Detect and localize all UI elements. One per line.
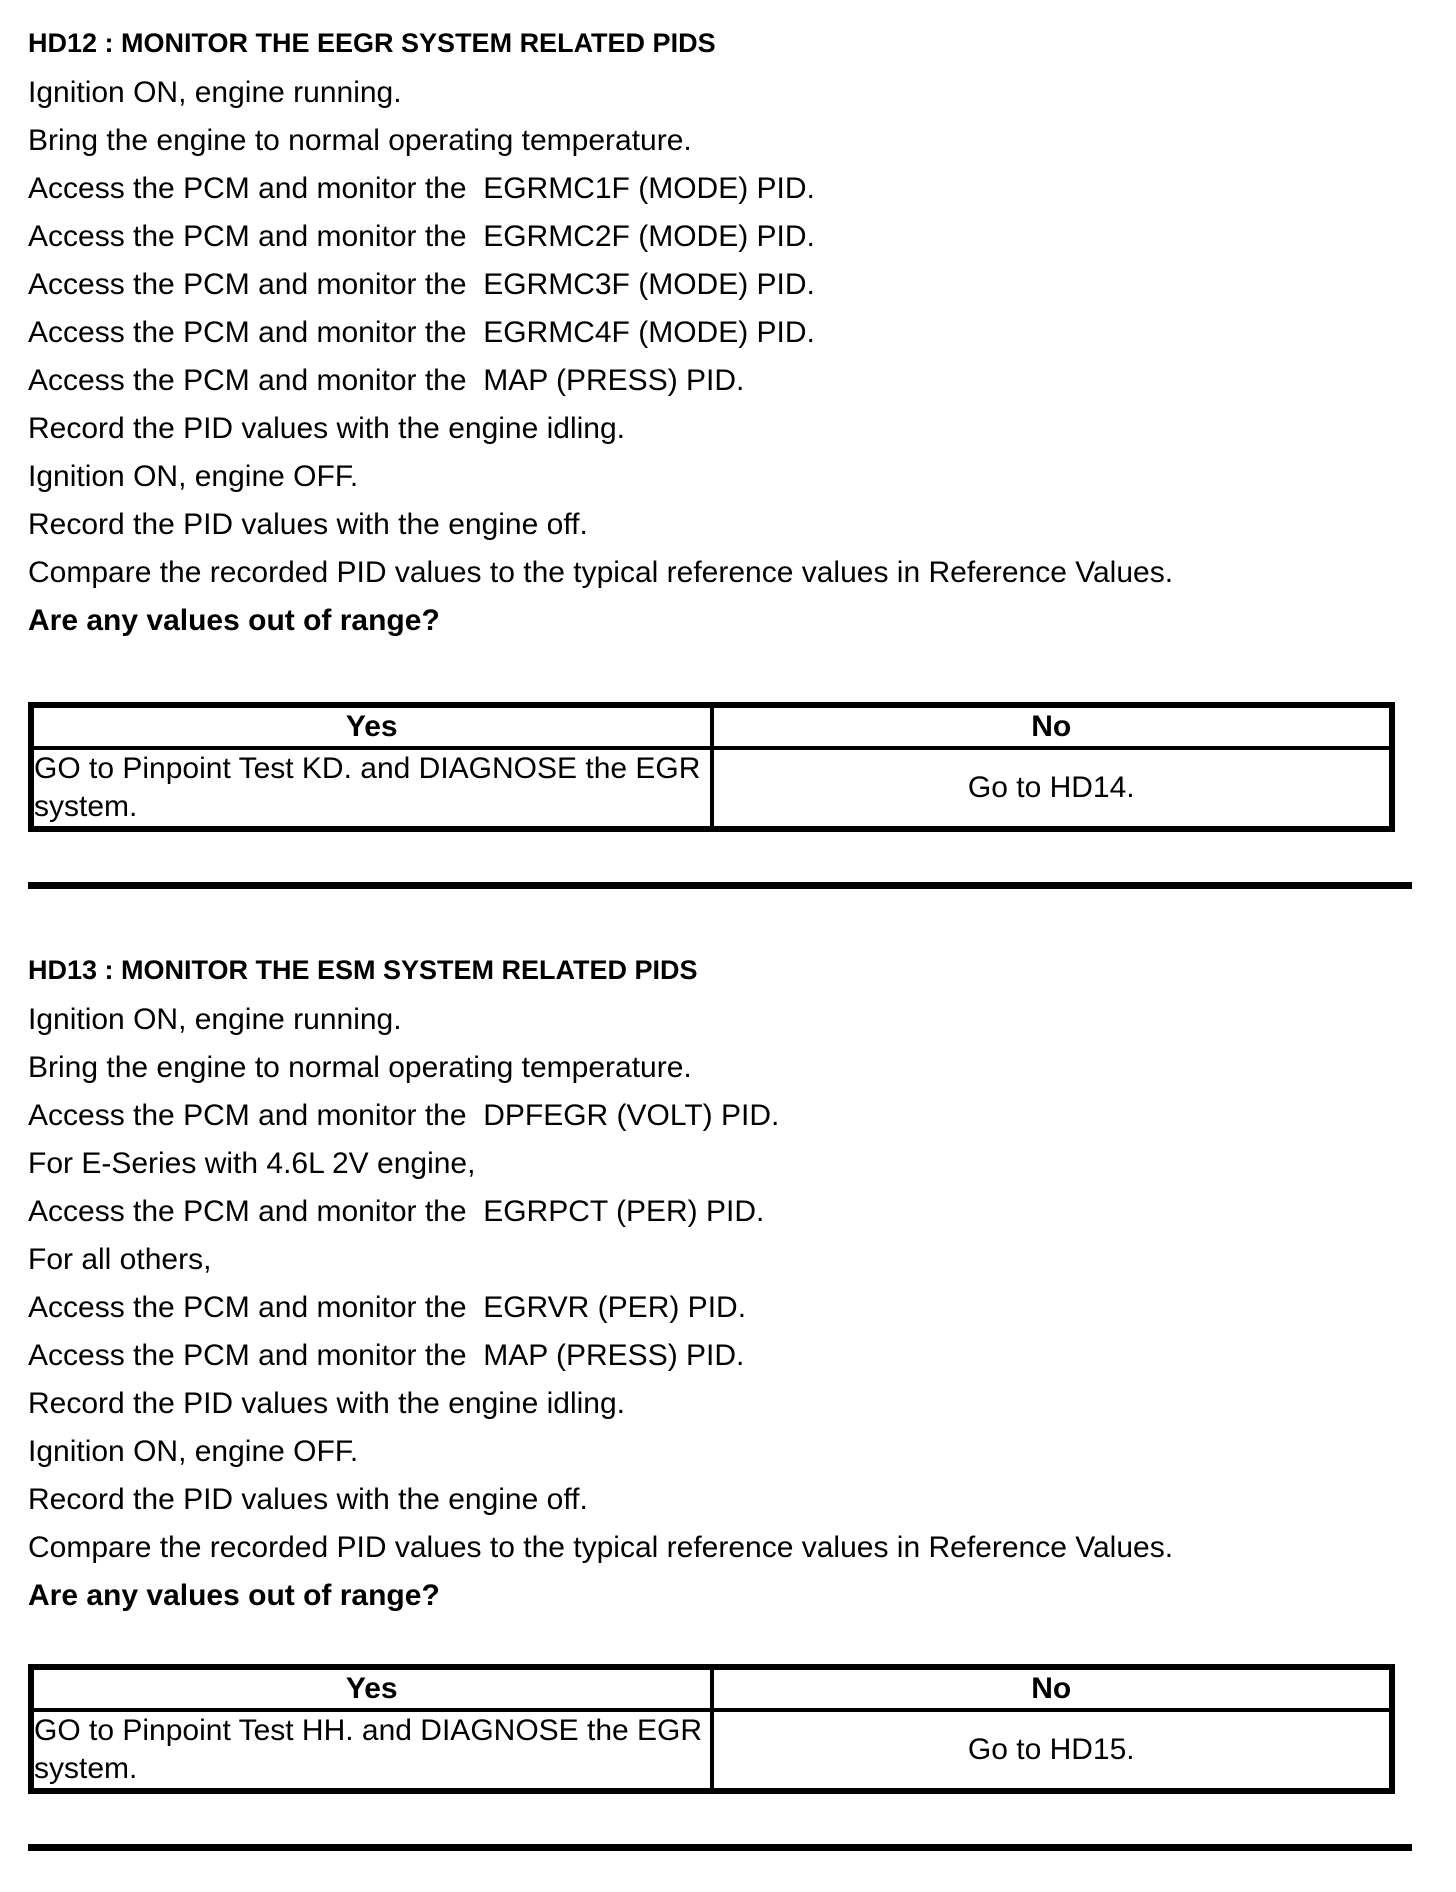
- step-line: Access the PCM and monitor the EGRMC4F (MODE) PID.: [28, 316, 815, 349]
- step-line: Ignition ON, engine running.: [28, 1003, 402, 1036]
- section-hd13-heading: HD13 : MONITOR THE ESM SYSTEM RELATED PIDS: [28, 955, 698, 985]
- no-column-header: No: [712, 1667, 1393, 1710]
- table-header-row: [31, 1667, 1392, 1710]
- step-line: Access the PCM and monitor the DPFEGR (VOLT) PID.: [28, 1099, 780, 1132]
- yes-action-cell: GO to Pinpoint Test KD. and DIAGNOSE the EGR system.: [31, 748, 712, 829]
- no-column-header: No: [712, 705, 1393, 748]
- step-line: Bring the engine to normal operating temperature.: [28, 1051, 692, 1084]
- step-line: Access the PCM and monitor the EGRVR (PER) PID.: [28, 1291, 747, 1324]
- step-line: Ignition ON, engine OFF.: [28, 1435, 359, 1468]
- yes-action-cell: GO to Pinpoint Test HH. and DIAGNOSE the EGR system.: [31, 1710, 712, 1791]
- step-line: Record the PID values with the engine off.: [28, 1483, 588, 1516]
- section-hd12-steps: [28, 69, 1456, 597]
- section-divider: [28, 882, 1412, 889]
- table-action-row: [31, 748, 1392, 829]
- step-line: Access the PCM and monitor the EGRMC3F (MODE) PID.: [28, 268, 815, 301]
- section-hd12-heading: HD12 : MONITOR THE EEGR SYSTEM RELATED PIDS: [28, 28, 716, 58]
- step-line: Ignition ON, engine running.: [28, 76, 402, 109]
- no-action-cell: Go to HD15.: [712, 1710, 1393, 1791]
- step-line: Record the PID values with the engine off.: [28, 508, 588, 541]
- decision-question: Are any values out of range?: [28, 1579, 440, 1612]
- section-hd13: [28, 957, 1456, 1851]
- step-line: Access the PCM and monitor the MAP (PRESS) PID.: [28, 1339, 745, 1372]
- section-hd13-steps: [28, 996, 1456, 1572]
- step-line: For E-Series with 4.6L 2V engine,: [28, 1147, 476, 1180]
- decision-table-hd12: [28, 702, 1395, 832]
- step-line: Ignition ON, engine OFF.: [28, 460, 359, 493]
- step-line: Access the PCM and monitor the EGRMC2F (MODE) PID.: [28, 220, 815, 253]
- decision-table-hd13: [28, 1664, 1395, 1794]
- step-line: Access the PCM and monitor the EGRMC1F (MODE) PID.: [28, 172, 815, 205]
- step-line: Bring the engine to normal operating temperature.: [28, 124, 692, 157]
- step-line: For all others,: [28, 1243, 212, 1276]
- yes-column-header: Yes: [31, 1667, 712, 1710]
- no-action-cell: Go to HD14.: [712, 748, 1393, 829]
- section-hd12: [28, 30, 1456, 889]
- yes-column-header: Yes: [31, 705, 712, 748]
- step-line: Record the PID values with the engine idling.: [28, 412, 626, 445]
- step-line: Compare the recorded PID values to the typical reference values in Reference Values.: [28, 1531, 1174, 1564]
- table-header-row: [31, 705, 1392, 748]
- step-line: Access the PCM and monitor the MAP (PRESS) PID.: [28, 364, 745, 397]
- table-action-row: [31, 1710, 1392, 1791]
- section-divider: [28, 1844, 1412, 1851]
- decision-question: Are any values out of range?: [28, 604, 440, 637]
- step-line: Record the PID values with the engine idling.: [28, 1387, 626, 1420]
- step-line: Access the PCM and monitor the EGRPCT (PER) PID.: [28, 1195, 765, 1228]
- step-line: Compare the recorded PID values to the typical reference values in Reference Values.: [28, 556, 1174, 589]
